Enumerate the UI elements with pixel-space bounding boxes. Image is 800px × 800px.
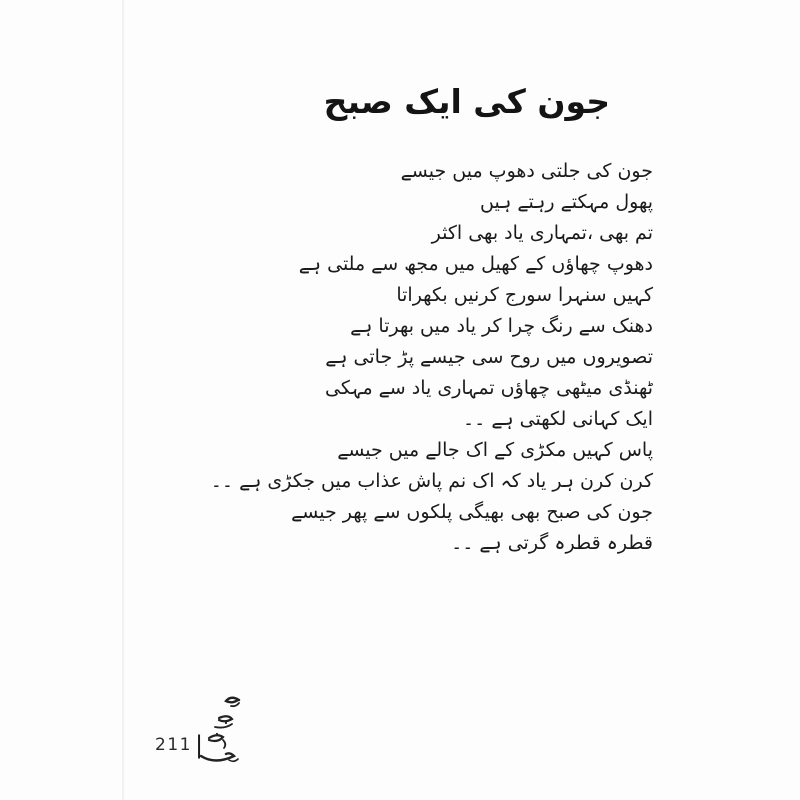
- poem-line: کرن کرن ہر یاد کہ اک نم پاش عذاب میں جکڑی ہے ۔۔: [210, 470, 653, 492]
- poem-line: دھوپ چھاؤں کے کھیل میں مجھ سے ملتی ہے: [298, 253, 653, 275]
- poem-line: تصویروں میں روح سی جیسے پڑ جاتی ہے: [325, 346, 653, 368]
- poem-line: جون کی صبح بھی بھیگی پلکوں سے پھر جیسے: [291, 501, 653, 523]
- poem-body: [211, 156, 653, 559]
- page-number-group: [155, 733, 203, 757]
- scan-gutter-line: [122, 0, 124, 800]
- publisher-calligraphy-emblem-icon: [195, 694, 247, 770]
- poem-line: جون کی جلتی دھوپ میں جیسے: [400, 160, 653, 182]
- poem-line: پھول مہکتے رہتے ہیں: [480, 191, 653, 213]
- poem-line: دھنک سے رنگ چرا کر یاد میں بھرتا ہے: [350, 315, 653, 337]
- page-number: 211: [155, 735, 192, 755]
- poem-line: ٹھنڈی میٹھی چھاؤں تمہاری یاد سے مہکی: [325, 377, 653, 399]
- poem-line: قطرہ قطرہ گرتی ہے ۔۔: [451, 532, 653, 554]
- poem-line: تم بھی ،تمہاری یاد بھی اکثر: [431, 222, 653, 244]
- poem-title: جون کی ایک صبح: [323, 82, 610, 122]
- poem-line: کہیں سنہرا سورج کرنیں بکھراتا: [396, 284, 653, 306]
- poem-line: پاس کہیں مکڑی کے اک جالے میں جیسے: [337, 439, 653, 461]
- page-number-divider: |: [194, 731, 204, 759]
- poem-line: ایک کہانی لکھتی ہے ۔۔: [463, 408, 653, 430]
